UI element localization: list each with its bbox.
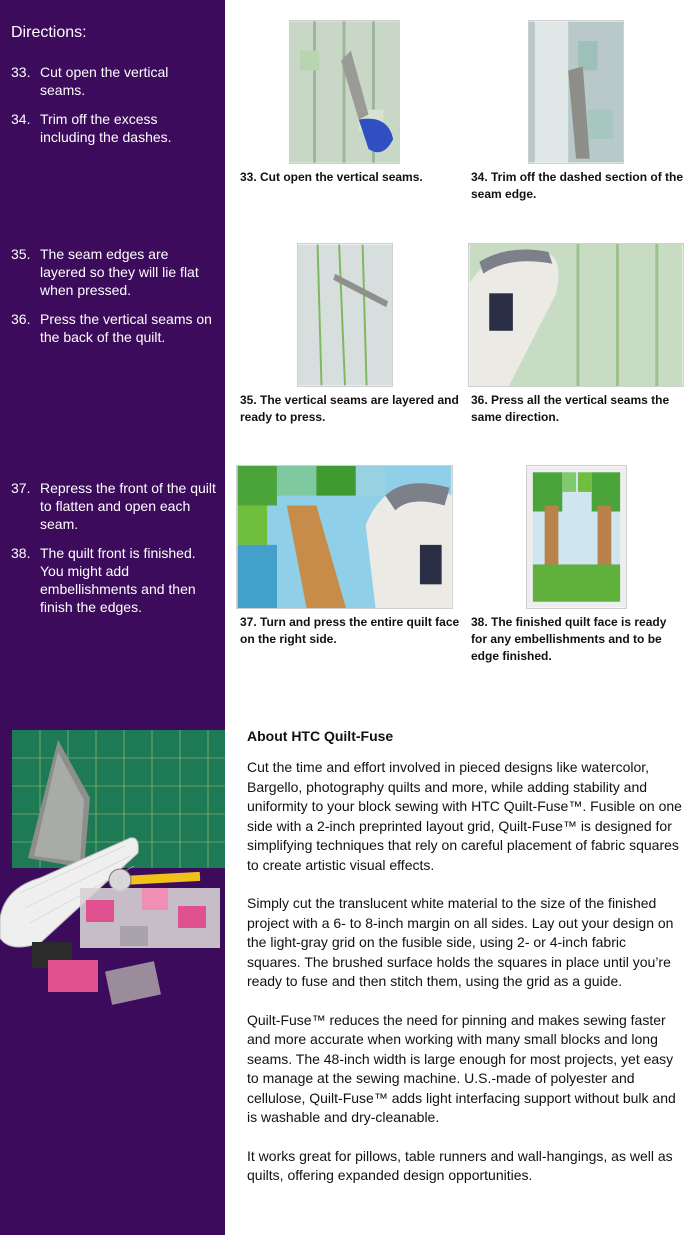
step-text: Repress the front of the quilt to flatten and open each seam. <box>40 480 216 532</box>
photo-step-35 <box>297 243 393 387</box>
step-number: 35. <box>11 246 31 262</box>
ruler <box>120 872 200 885</box>
directions-sidebar <box>0 0 225 1235</box>
caption-34: 34. Trim off the dashed section of the seam edge. <box>471 170 684 201</box>
photo-step-38 <box>526 465 627 609</box>
step-text: Trim off the excess including the dashes. <box>40 111 172 145</box>
quilt-fuse-product-photo <box>0 728 225 1028</box>
caption-38: 38. The finished quilt face is ready for any embellishments and to be edge finished. <box>471 615 667 663</box>
step-text: The seam edges are layered so they will lie flat when pressed. <box>40 246 199 298</box>
step-number: 34. <box>11 111 31 127</box>
step-item <box>11 310 216 346</box>
photo-step-34 <box>528 20 624 164</box>
step-item <box>11 544 216 616</box>
about-section <box>247 728 682 1205</box>
rotary-cutter <box>109 869 131 891</box>
about-paragraph: Cut the time and effort involved in pieced designs like watercolor, Bargello, photography quilts and more, while adding stability and uniformity to your block sewing with HTC Quilt-Fuse™. Fusible on one side with a 2-inch preprinted layout grid, Quilt-Fuse™ is designed for simplifying techniques that rely on careful placement of fabric squares to create artistic visual effects. <box>247 759 682 873</box>
step-group-1 <box>11 63 216 157</box>
caption-37: 37. Turn and press the entire quilt face on the right side. <box>240 615 460 646</box>
about-title: About HTC Quilt-Fuse <box>247 728 394 744</box>
about-paragraph: It works great for pillows, table runners and wall-hangings, as well as quilts, offering expanded design opportunities. <box>247 1147 673 1183</box>
directions-title: Directions: <box>11 24 87 41</box>
step-text: The quilt front is finished. You might add embellishments and then finish the edges. <box>40 545 196 615</box>
step-text: Press the vertical seams on the back of the quilt. <box>40 311 212 345</box>
step-number: 37. <box>11 480 31 496</box>
step-text: Cut open the vertical seams. <box>40 64 169 98</box>
photo-step-37 <box>236 465 453 609</box>
photo-step-33 <box>289 20 400 164</box>
step-group-3 <box>11 479 216 627</box>
step-number: 38. <box>11 545 31 561</box>
step-item <box>11 245 216 299</box>
step-item <box>11 63 216 99</box>
step-number: 33. <box>11 64 31 80</box>
caption-35: 35. The vertical seams are layered and ready to press. <box>240 393 459 424</box>
step-item <box>11 110 216 146</box>
tree-trunk <box>545 506 559 575</box>
about-paragraph: Quilt-Fuse™ reduces the need for pinning and makes sewing faster and more accurate when working with many small blocks and long seams. The 48-inch width is large enough for most projects, yet easy to manage at the sewing machine. U.S.-made of polyester and cellulose, Quilt-Fuse™ adds light interfacing support without bulk and is washable and dry-cleanable. <box>247 1011 676 1125</box>
step-number: 36. <box>11 311 31 327</box>
caption-36: 36. Press all the vertical seams the same direction. <box>471 393 670 424</box>
step-item <box>11 479 216 533</box>
step-group-2 <box>11 245 216 357</box>
caption-33: 33. Cut open the vertical seams. <box>240 170 423 184</box>
photo-step-36 <box>468 243 684 387</box>
about-paragraph: Simply cut the translucent white material to the size of the finished project with a 6- to 8-inch margin on all sides. Lay out your design on the light-gray grid on the fusible side, using 2- or 4-inch fabric squares. The brushed surface holds the squares in place until you’re ready to fuse and then stitch them, using the grid as a guide. <box>247 895 674 989</box>
